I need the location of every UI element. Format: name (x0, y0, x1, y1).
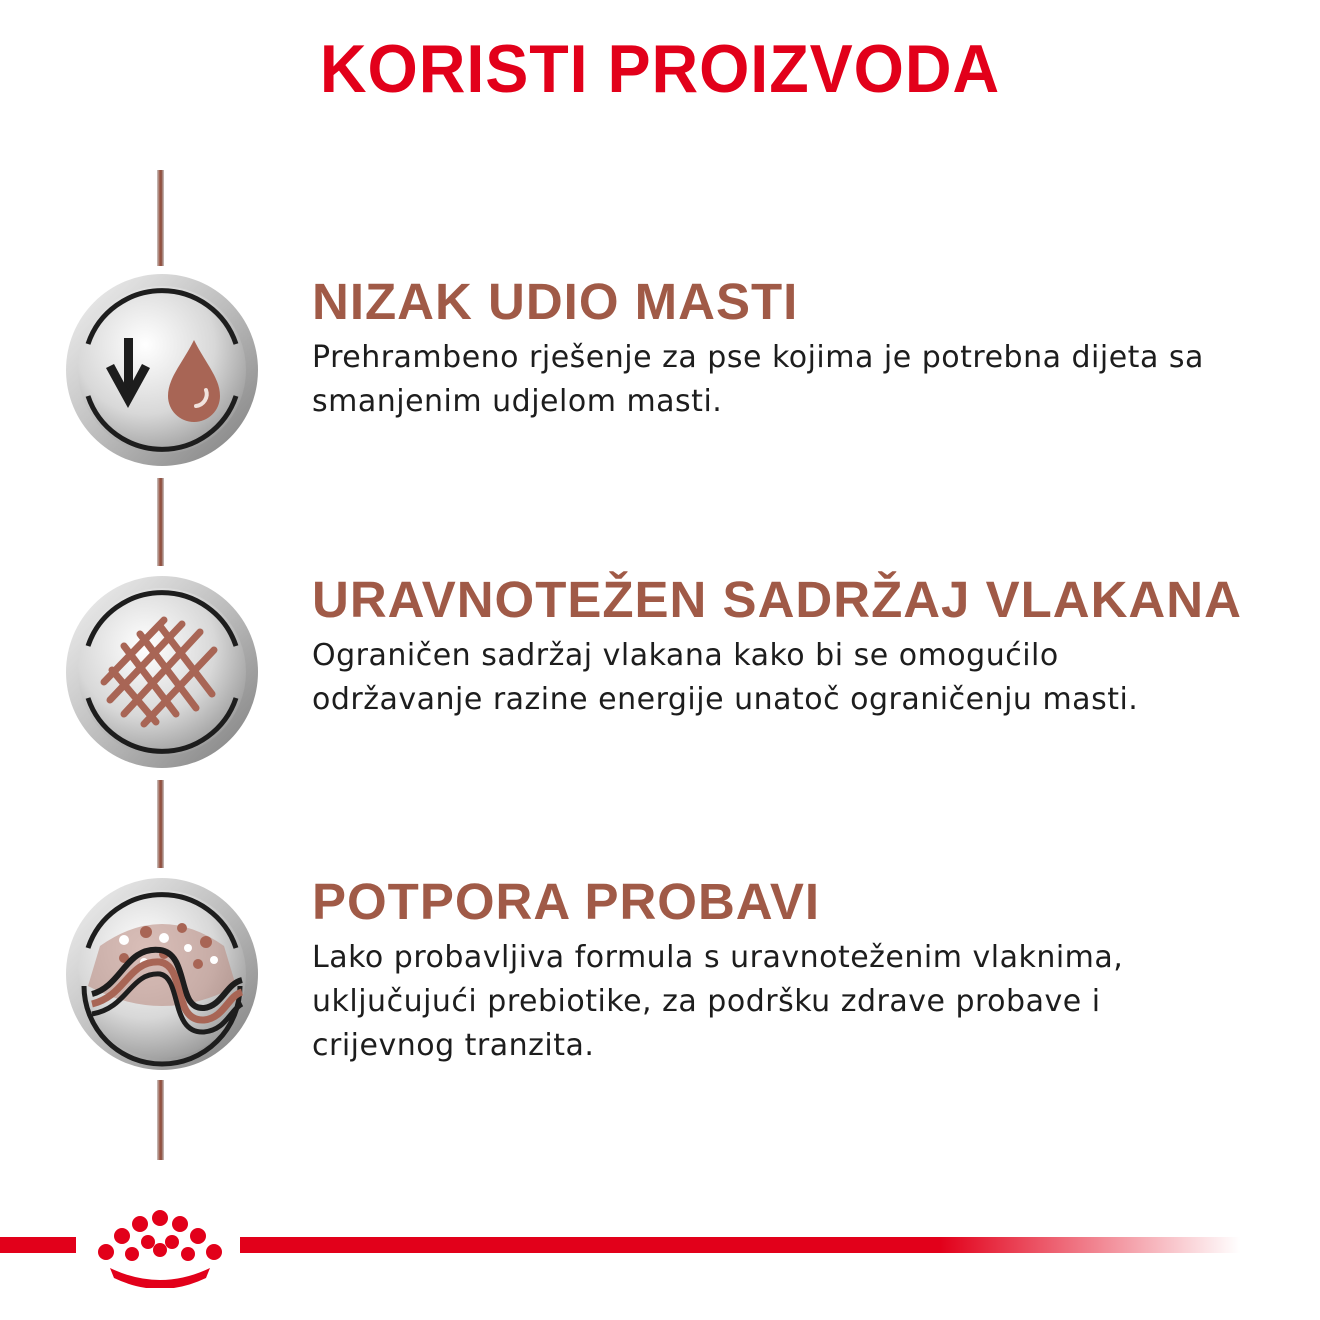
benefit-line: održavanje razine energije unatoč ograničenju masti. (312, 682, 1139, 717)
timeline-segment (157, 478, 164, 566)
timeline-segment (157, 780, 164, 868)
digestion-intestine-icon (64, 876, 260, 1072)
benefit-low-fat (312, 274, 1292, 424)
benefit-heading: POTPORA PROBAVI (312, 873, 821, 930)
benefit-description (312, 936, 1292, 1068)
benefit-line: Lako probavljiva formula s uravnoteženim vlaknima, (312, 940, 1124, 975)
benefit-heading: URAVNOTEŽEN SADRŽAJ VLAKANA (312, 571, 1242, 628)
benefit-description (312, 634, 1292, 722)
timeline-segment (157, 1080, 164, 1160)
benefit-heading: NIZAK UDIO MASTI (312, 273, 799, 330)
benefit-line: Ograničen sadržaj vlakana kako bi se omogućilo (312, 638, 1059, 673)
benefit-fiber (312, 572, 1292, 722)
digestion-badge (64, 876, 260, 1072)
benefit-line: Prehrambeno rješenje za pse kojima je potrebna dijeta sa (312, 340, 1204, 375)
footer-brand-line (240, 1237, 1240, 1253)
benefit-description (312, 336, 1292, 424)
benefit-digestion (312, 874, 1292, 1068)
fiber-mesh-icon (64, 574, 260, 770)
benefit-line: smanjenim udjelom masti. (312, 384, 723, 419)
benefit-line: uključujući prebiotike, za podršku zdrave probave i (312, 984, 1101, 1019)
benefit-line: crijevnog tranzita. (312, 1028, 595, 1063)
royal-canin-crown-icon (92, 1208, 228, 1288)
low-fat-drop-icon (64, 272, 260, 468)
footer-brand-line (0, 1237, 76, 1253)
timeline-segment (157, 170, 164, 266)
low-fat-badge (64, 272, 260, 468)
page-title: KORISTI PROIZVODA (319, 31, 1001, 107)
fiber-badge (64, 574, 260, 770)
